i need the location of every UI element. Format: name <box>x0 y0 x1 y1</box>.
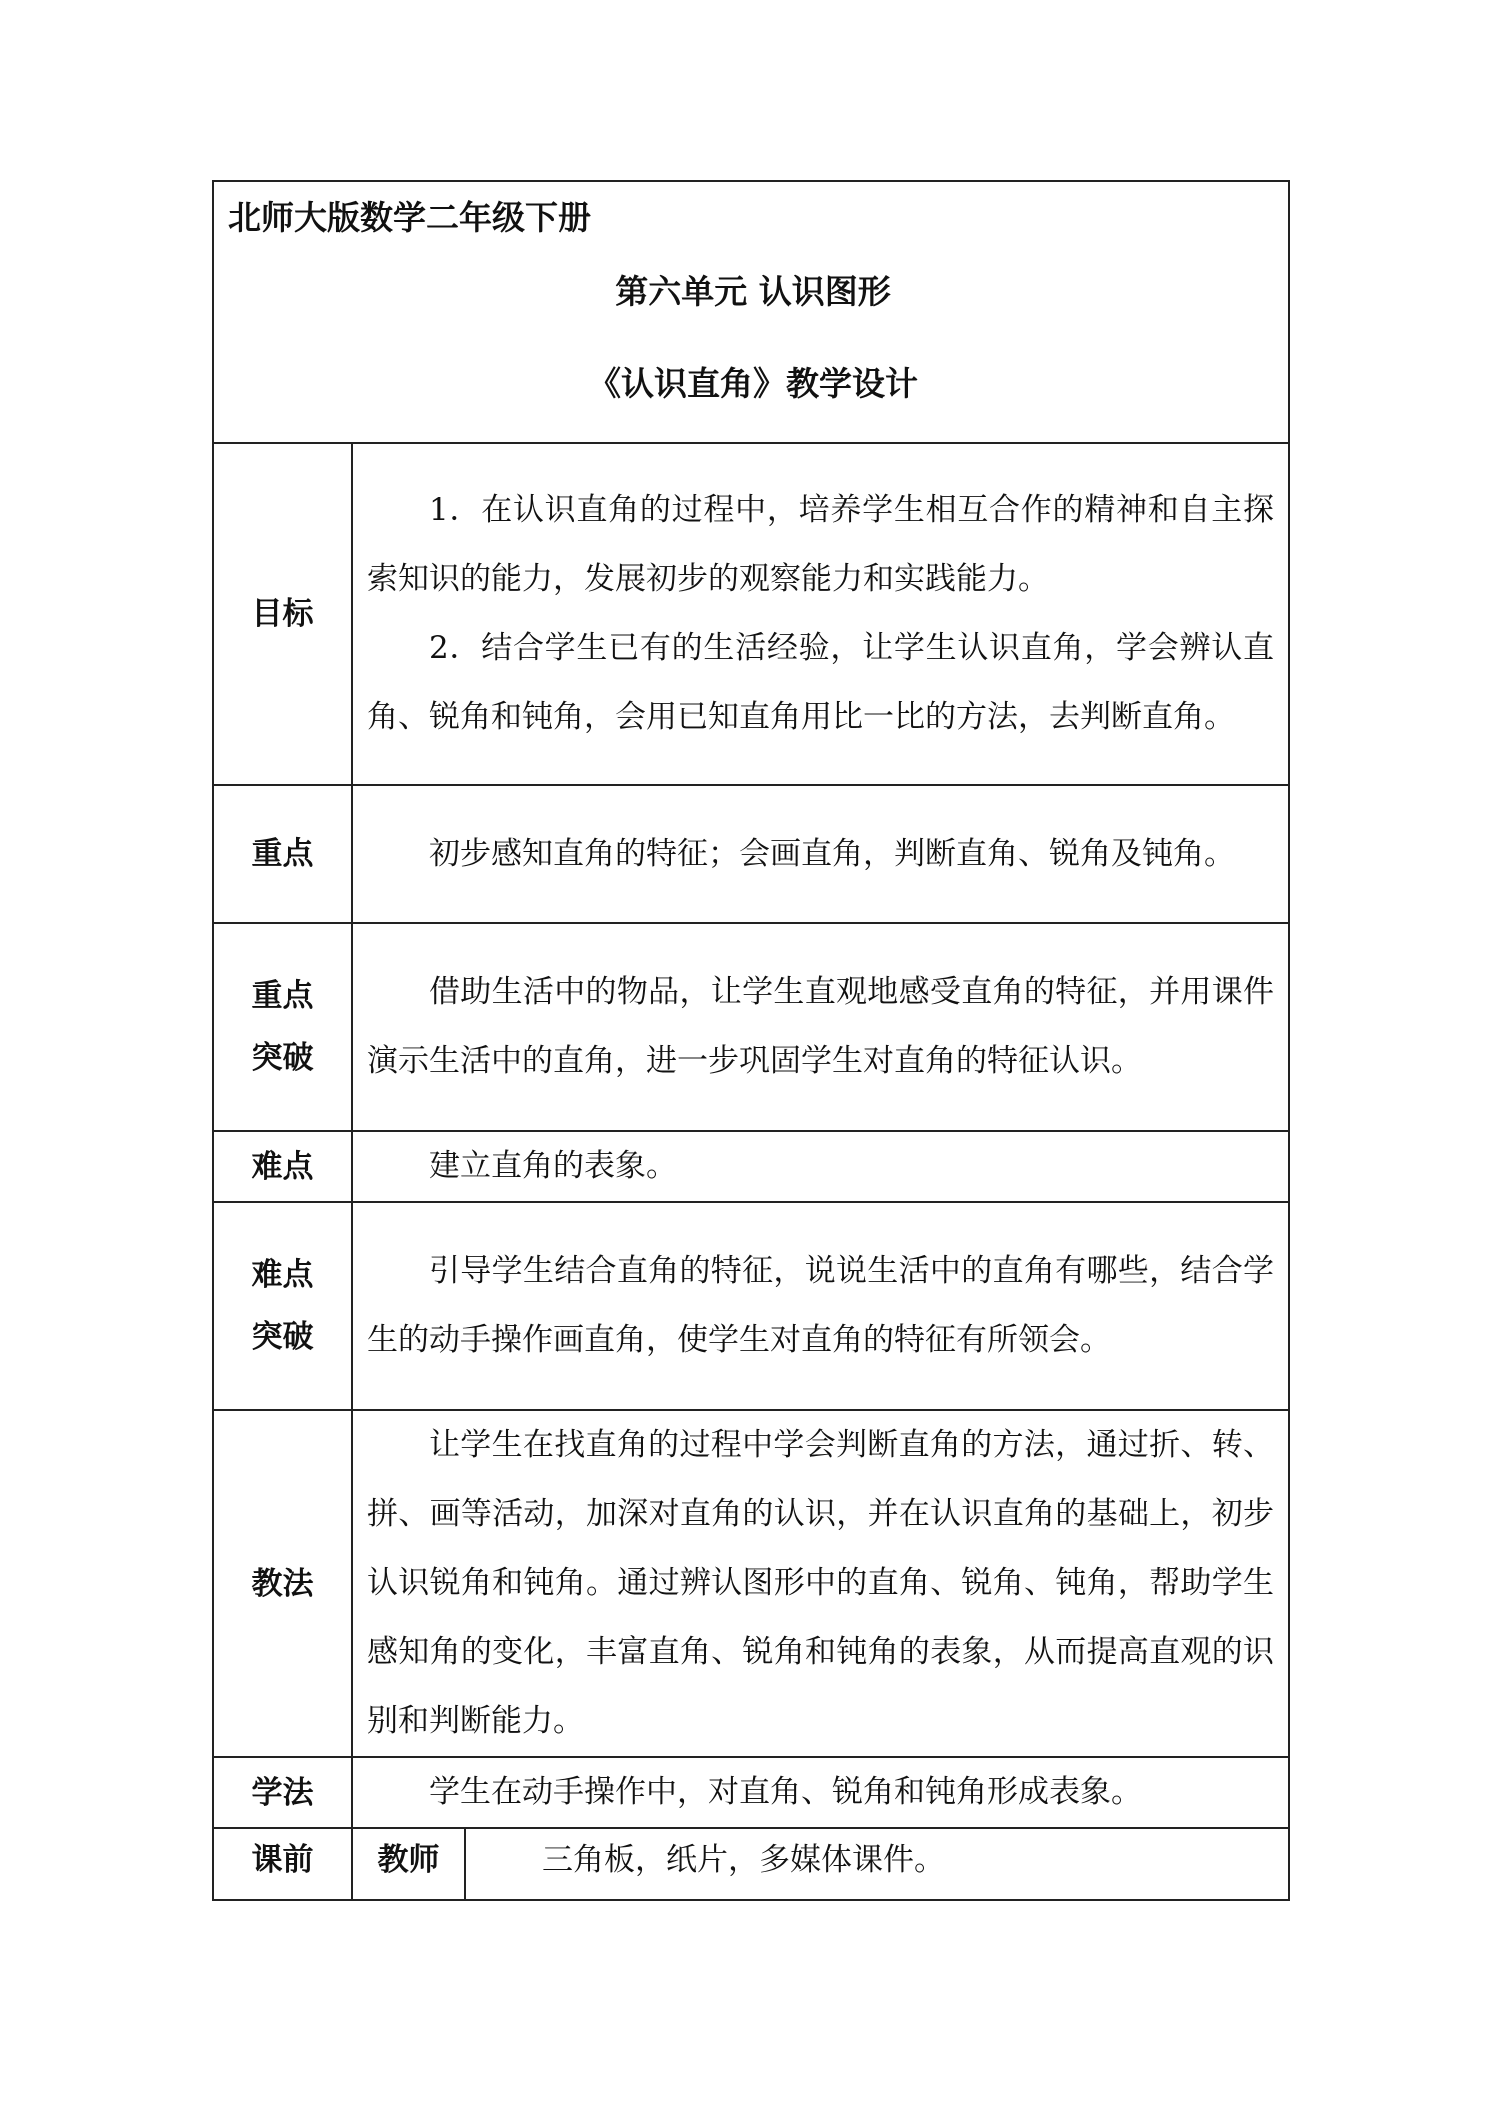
learning-method-label: 学法 <box>213 1757 352 1828</box>
key-breakthrough-label <box>213 923 352 1131</box>
difficulty-breakthrough-label-line1: 难点 <box>251 1257 314 1293</box>
difficulty-text: 建立直角的表象。 <box>429 1148 677 1184</box>
lesson-plan-table <box>212 180 1290 1901</box>
preparation-label: 课前 <box>213 1828 352 1900</box>
teacher-materials-text: 三角板，纸片，多媒体课件。 <box>542 1842 945 1878</box>
difficulty-breakthrough-label <box>213 1202 352 1410</box>
row-key-breakthrough <box>213 923 1289 1131</box>
difficulty-breakthrough-label-line2: 突破 <box>251 1319 314 1355</box>
objectives-content <box>352 443 1289 785</box>
key-breakthrough-label-line2: 突破 <box>251 1040 314 1076</box>
lesson-title: 《认识直角》教学设计 <box>588 364 918 403</box>
key-breakthrough-text: 借助生活中的物品，让学生直观地感受直角的特征，并用课件演示生活中的直角，进一步巩固学生对直角的特征认识。 <box>367 974 1274 1079</box>
teaching-method-text: 让学生在找直角的过程中学会判断直角的方法，通过折、转、拼、画等活动，加深对直角的认识，并在认识直角的基础上，初步认识锐角和钝角。通过辨认图形中的直角、锐角、钝角，帮助学生感知角的变化，丰富直角、锐角和钝角的表象，从而提高直观的识别和判断能力。 <box>367 1427 1274 1739</box>
difficulty-label: 难点 <box>213 1131 352 1202</box>
row-learning-method <box>213 1757 1289 1828</box>
teacher-materials-cell <box>465 1829 1288 1899</box>
textbook-series: 北师大版数学二年级下册 <box>228 198 591 237</box>
row-difficulty <box>213 1131 1289 1202</box>
teacher-cell <box>353 1829 465 1899</box>
difficulty-content <box>352 1131 1289 1202</box>
header-row <box>213 181 1289 443</box>
row-difficulty-breakthrough <box>213 1202 1289 1410</box>
objectives-label: 目标 <box>213 443 352 785</box>
header-cell <box>213 181 1289 443</box>
preparation-teacher-row <box>353 1829 1288 1899</box>
key-points-text: 初步感知直角的特征；会画直角，判断直角、锐角及钝角。 <box>429 835 1235 872</box>
key-breakthrough-content <box>352 923 1289 1131</box>
teaching-method-content <box>352 1410 1289 1757</box>
preparation-inner-table <box>353 1829 1288 1899</box>
learning-method-content <box>352 1757 1289 1828</box>
difficulty-breakthrough-content <box>352 1202 1289 1410</box>
objective-1: 1．在认识直角的过程中，培养学生相互合作的精神和自主探索知识的能力，发展初步的观察能力和实践能力。 <box>367 492 1274 597</box>
key-breakthrough-label-line1: 重点 <box>251 978 314 1014</box>
objective-2: 2．结合学生已有的生活经验，让学生认识直角，学会辨认直角、锐角和钝角，会用已知直角用比一比的方法，去判断直角。 <box>367 630 1274 735</box>
key-points-label: 重点 <box>213 785 352 923</box>
key-points-content <box>352 785 1289 923</box>
row-teaching-method <box>213 1410 1289 1757</box>
unit-title: 第六单元 认识图形 <box>615 272 891 311</box>
row-key-points <box>213 785 1289 923</box>
teaching-method-label: 教法 <box>213 1410 352 1757</box>
difficulty-breakthrough-text: 引导学生结合直角的特征，说说生活中的直角有哪些，结合学生的动手操作画直角，使学生对直角的特征有所领会。 <box>367 1253 1274 1358</box>
preparation-content <box>352 1828 1289 1900</box>
row-preparation <box>213 1828 1289 1900</box>
learning-method-text: 学生在动手操作中，对直角、锐角和钝角形成表象。 <box>429 1774 1142 1810</box>
row-objectives <box>213 443 1289 785</box>
teacher-label: 教师 <box>377 1842 440 1878</box>
